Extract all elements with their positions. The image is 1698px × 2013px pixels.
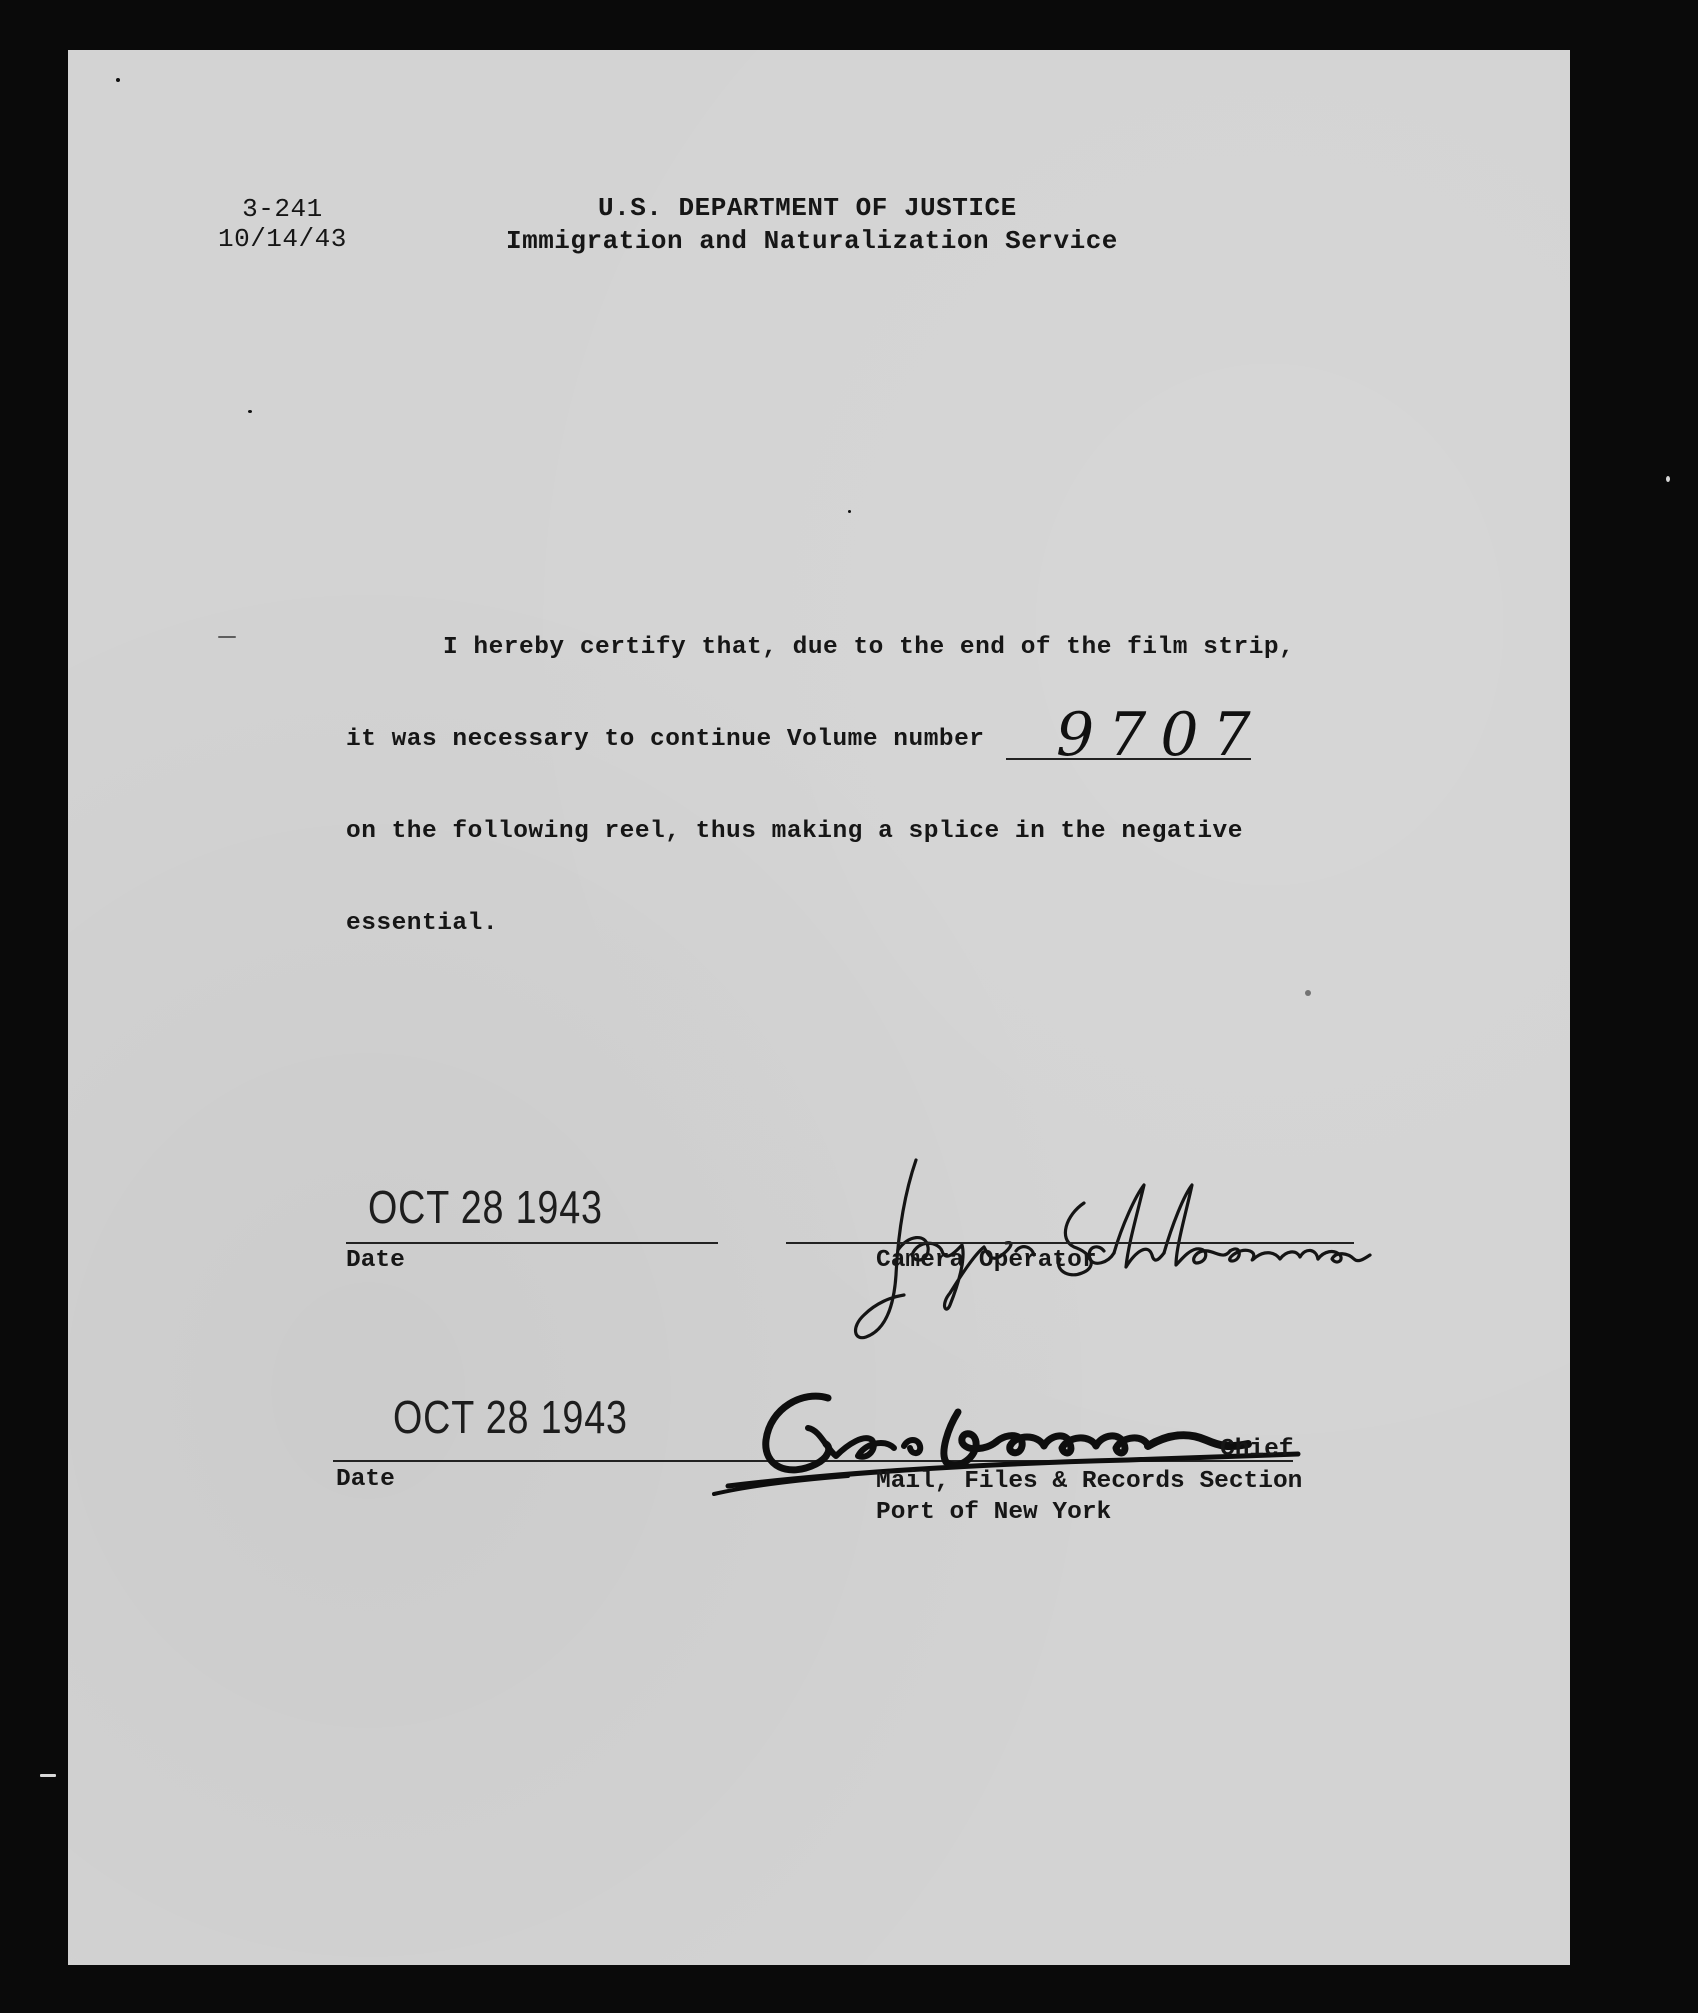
body-line-1: I hereby certify that, due to the end of the film strip, [443,634,1295,661]
service-heading: Immigration and Naturalization Service [506,226,1118,256]
form-date: 10/14/43 [218,224,347,254]
date-stamp-2: OCT 28 1943 [393,1391,628,1443]
date-label-2: Date [336,1466,395,1493]
scan-speck [116,78,120,82]
section-name: Mail, Files & Records Section [876,1468,1303,1495]
scan-speck [1666,476,1670,482]
department-heading: U.S. DEPARTMENT OF JUSTICE [598,193,1017,223]
volume-number-handwritten: 9707 [1056,700,1265,770]
scan-speck [248,410,252,413]
scan-speck [218,636,236,638]
scan-speck [40,1774,56,1777]
document-page [68,50,1570,1965]
date-label-1: Date [346,1247,405,1274]
body-line-4: essential. [346,910,499,937]
scan-speck [848,510,851,513]
form-identifier [218,194,347,254]
chief-label: Chief [1220,1436,1294,1463]
scan-speck [1305,990,1311,996]
port-name: Port of New York [876,1499,1112,1526]
body-line-2: it was necessary to continue Volume number [346,726,985,753]
date-line-1 [346,1242,718,1244]
form-number: 3-241 [242,194,323,224]
camera-operator-line [786,1242,1354,1244]
date-stamp-1: OCT 28 1943 [368,1181,603,1233]
camera-operator-label: Camera Operator [876,1247,1097,1274]
body-line-3: on the following reel, thus making a splice in the negative [346,818,1243,845]
